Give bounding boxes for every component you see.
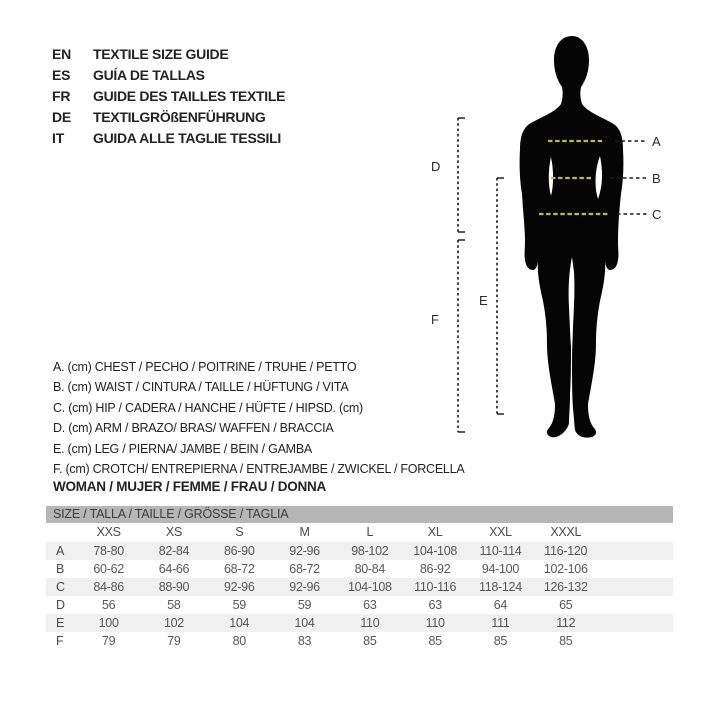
language-title: GUIDE DES TAILLES TEXTILE — [93, 88, 286, 104]
size-value-cell: 65 — [559, 598, 573, 612]
size-value-cell: 110 — [425, 616, 445, 630]
size-table-column-header-row — [46, 523, 673, 542]
leg-marker-label: E — [479, 293, 488, 308]
size-table-row — [46, 560, 673, 578]
language-title-block — [52, 44, 285, 149]
size-value-cell: 102 — [163, 616, 184, 630]
language-code: FR — [52, 88, 71, 104]
size-value-cell: 79 — [101, 634, 116, 648]
legend-item: B. (cm) WAIST / CINTURA / TAILLE / HÜFTUNG / VITA — [53, 380, 349, 395]
language-code: DE — [52, 109, 72, 125]
size-column-header: XL — [427, 525, 443, 539]
size-value-cell: 80 — [232, 634, 246, 648]
size-column-header: XXXL — [550, 525, 582, 539]
size-value-cell: 112 — [556, 616, 576, 630]
language-title: GUIDA ALLE TAGLIE TESSILI — [93, 130, 281, 146]
size-value-cell: 60-62 — [93, 562, 124, 576]
measure-row-label: B — [56, 562, 65, 576]
arm-marker-label: D — [431, 159, 441, 174]
size-value-cell: 58 — [167, 598, 181, 612]
legend-item: D. (cm) ARM / BRAZO/ BRAS/ WAFFEN / BRACCIA — [53, 421, 334, 436]
legend-item: E. (cm) LEG / PIERNA/ JAMBE / BEIN / GAMBA — [53, 441, 312, 456]
size-value-cell: 92-96 — [224, 580, 255, 594]
size-value-cell: 86-92 — [419, 562, 451, 576]
measurement-legend — [53, 357, 464, 479]
size-column-header: M — [299, 525, 310, 539]
size-value-cell: 104-108 — [413, 544, 458, 558]
legend-item: F. (cm) CROTCH/ ENTREPIERNA / ENTREJAMBE / ZWICKEL / FORCELLA — [53, 461, 465, 476]
size-column-header: XXS — [96, 525, 121, 539]
chest-marker-label: A — [652, 134, 661, 149]
size-value-cell: 118-124 — [479, 580, 522, 594]
measure-row-label: F — [56, 634, 64, 648]
size-table-row — [46, 596, 673, 614]
size-table-row — [46, 632, 673, 650]
size-value-cell: 79 — [167, 634, 181, 648]
size-value-cell: 85 — [493, 634, 508, 648]
size-value-cell: 56 — [101, 598, 116, 612]
size-table-row — [46, 542, 673, 560]
legend-item: C. (cm) HIP / CADERA / HANCHE / HÜFTE / HIPSD. (cm) — [53, 400, 363, 415]
size-value-cell: 63 — [428, 598, 442, 612]
size-table-row — [46, 578, 673, 596]
size-value-cell: 63 — [363, 598, 377, 612]
size-value-cell: 104-108 — [347, 580, 392, 594]
size-value-cell: 88-90 — [158, 580, 190, 594]
size-value-cell: 116-120 — [544, 544, 588, 558]
language-title: TEXTILE SIZE GUIDE — [93, 46, 229, 62]
crotch-marker-label: F — [431, 312, 439, 327]
size-value-cell: 110 — [360, 616, 380, 630]
size-table-row — [46, 614, 673, 632]
measure-row-label: C — [56, 580, 66, 594]
size-value-cell: 85 — [428, 634, 442, 648]
language-code: ES — [52, 67, 71, 83]
size-value-cell: 94-100 — [481, 562, 519, 576]
size-value-cell: 84-86 — [93, 580, 124, 594]
language-row — [52, 44, 285, 65]
size-value-cell: 92-96 — [289, 544, 320, 558]
size-table — [46, 506, 673, 650]
size-column-header: XS — [165, 525, 182, 539]
hip-marker-label: C — [652, 207, 662, 222]
language-row — [52, 128, 285, 149]
size-value-cell: 68-72 — [224, 562, 255, 576]
waist-marker-label: B — [652, 171, 661, 186]
language-title: GUÍA DE TALLAS — [93, 67, 205, 83]
language-row — [52, 86, 285, 107]
size-table-title: SIZE / TALLA / TAILLE / GRÖSSE / TAGLIA — [46, 506, 673, 523]
size-value-cell: 78-80 — [93, 544, 124, 558]
language-code: IT — [52, 130, 65, 146]
size-value-cell: 102-106 — [543, 562, 588, 576]
measure-row-label: D — [56, 598, 66, 612]
size-value-cell: 85 — [559, 634, 573, 648]
size-value-cell: 111 — [491, 616, 510, 630]
size-value-cell: 59 — [232, 598, 246, 612]
woman-silhouette — [520, 36, 624, 438]
size-value-cell: 68-72 — [289, 562, 320, 576]
gender-line: WOMAN / MUJER / FEMME / FRAU / DONNA — [53, 479, 326, 494]
size-value-cell: 64 — [493, 598, 508, 612]
size-value-cell: 104 — [229, 616, 250, 630]
size-value-cell: 110-116 — [414, 580, 457, 594]
size-value-cell: 82-84 — [158, 544, 190, 558]
size-column-header: L — [366, 525, 374, 539]
language-row — [52, 107, 285, 128]
size-column-header: S — [235, 525, 244, 539]
measure-row-label: A — [56, 544, 65, 558]
size-value-cell: 126-132 — [543, 580, 588, 594]
column-header-spacer — [46, 523, 76, 542]
size-value-cell: 92-96 — [289, 580, 320, 594]
size-value-cell: 110-114 — [479, 544, 522, 558]
size-value-cell: 100 — [98, 616, 119, 630]
size-value-cell: 80-84 — [354, 562, 386, 576]
size-value-cell: 59 — [297, 598, 312, 612]
size-column-header: XXL — [489, 525, 512, 539]
size-value-cell: 83 — [297, 634, 312, 648]
legend-item: A. (cm) CHEST / PECHO / POITRINE / TRUHE / PETTO — [53, 360, 357, 374]
size-value-cell: 64-66 — [158, 562, 190, 576]
size-value-cell: 98-102 — [351, 544, 389, 558]
size-value-cell: 86-90 — [224, 544, 255, 558]
size-value-cell: 85 — [363, 634, 377, 648]
measure-row-label: E — [56, 616, 65, 630]
language-row — [52, 65, 285, 86]
size-value-cell: 104 — [294, 616, 315, 630]
language-code: EN — [52, 46, 72, 62]
language-title: TEXTILGRÖßENFÜHRUNG — [93, 109, 266, 125]
